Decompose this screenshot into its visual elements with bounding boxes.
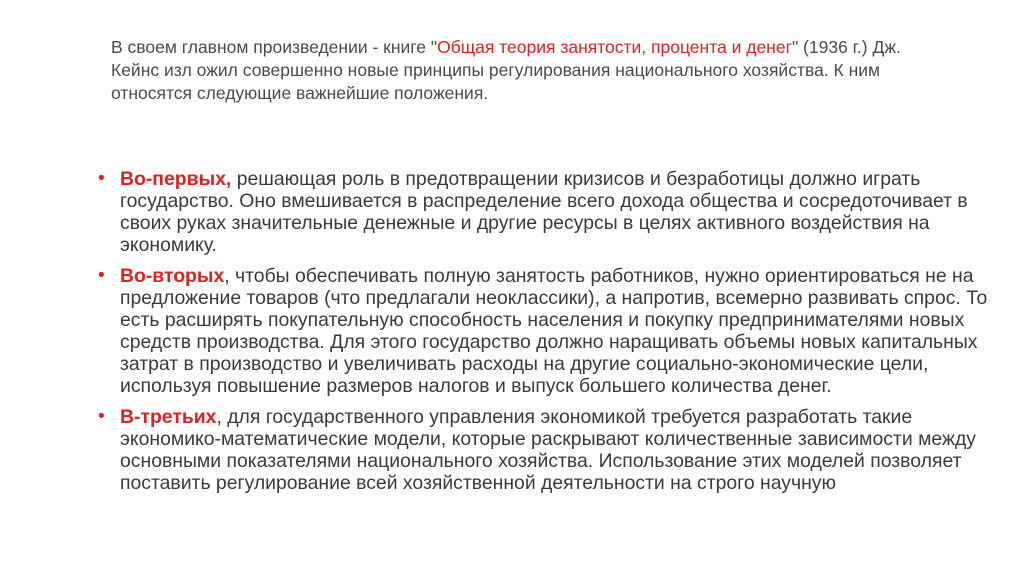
list-item-first [98, 168, 1008, 256]
bullet-marker: • [98, 265, 105, 286]
key-points-list [98, 168, 1008, 503]
list-item-second [98, 265, 1008, 397]
list-item-text: , для государственного управления экономикой требуется разработать такие экономико-математические модели, которые раскрывают количественные зависимости между основными показателями национального хозяйства. Использование этих моделей позволяет поставить регулирование всей хозяйственной деятельности на строго научную [120, 406, 976, 494]
list-item-text: , чтобы обеспечивать полную занятость работников, нужно ориентироваться не на предложение товаров (что предлагали неоклассики), а напротив, всемерно развивать спрос. То есть расширять покупательную способность населения и покупку предпринимателями новых средств производства. Для этого государство должно наращивать объемы новых капитальных затрат в производство и увеличивать расходы на другие социально-экономические цели, используя повышение размеров налогов и выпуск большего количества денег. [120, 265, 988, 397]
list-item-lead: Во-первых, [120, 168, 232, 190]
intro-paragraph [111, 36, 911, 105]
list-item-text: решающая роль в предотвращении кризисов и безработицы должно играть государство. Оно вмешивается в распределение всего дохода общества и сосредоточивает в своих руках значительные денежные и другие ресурсы в целях активного воздействия на экономику. [120, 168, 968, 256]
intro-text-after: " (1936 г.) Дж. Кейнс изл ожил совершенно новые принципы регулирования национального хозяйства. К ним относятся следующие важнейшие положения. [111, 37, 901, 103]
list-item-lead: В-третьих [120, 406, 217, 428]
book-title-highlight: Общая теория занятости, процента и денег [437, 37, 792, 57]
list-item-lead: Во-вторых [120, 265, 225, 287]
bullet-marker: • [98, 406, 105, 427]
list-item-third [98, 406, 1008, 494]
bullet-marker: • [98, 168, 105, 189]
intro-text-before: В своем главном произведении - книге " [111, 37, 438, 57]
